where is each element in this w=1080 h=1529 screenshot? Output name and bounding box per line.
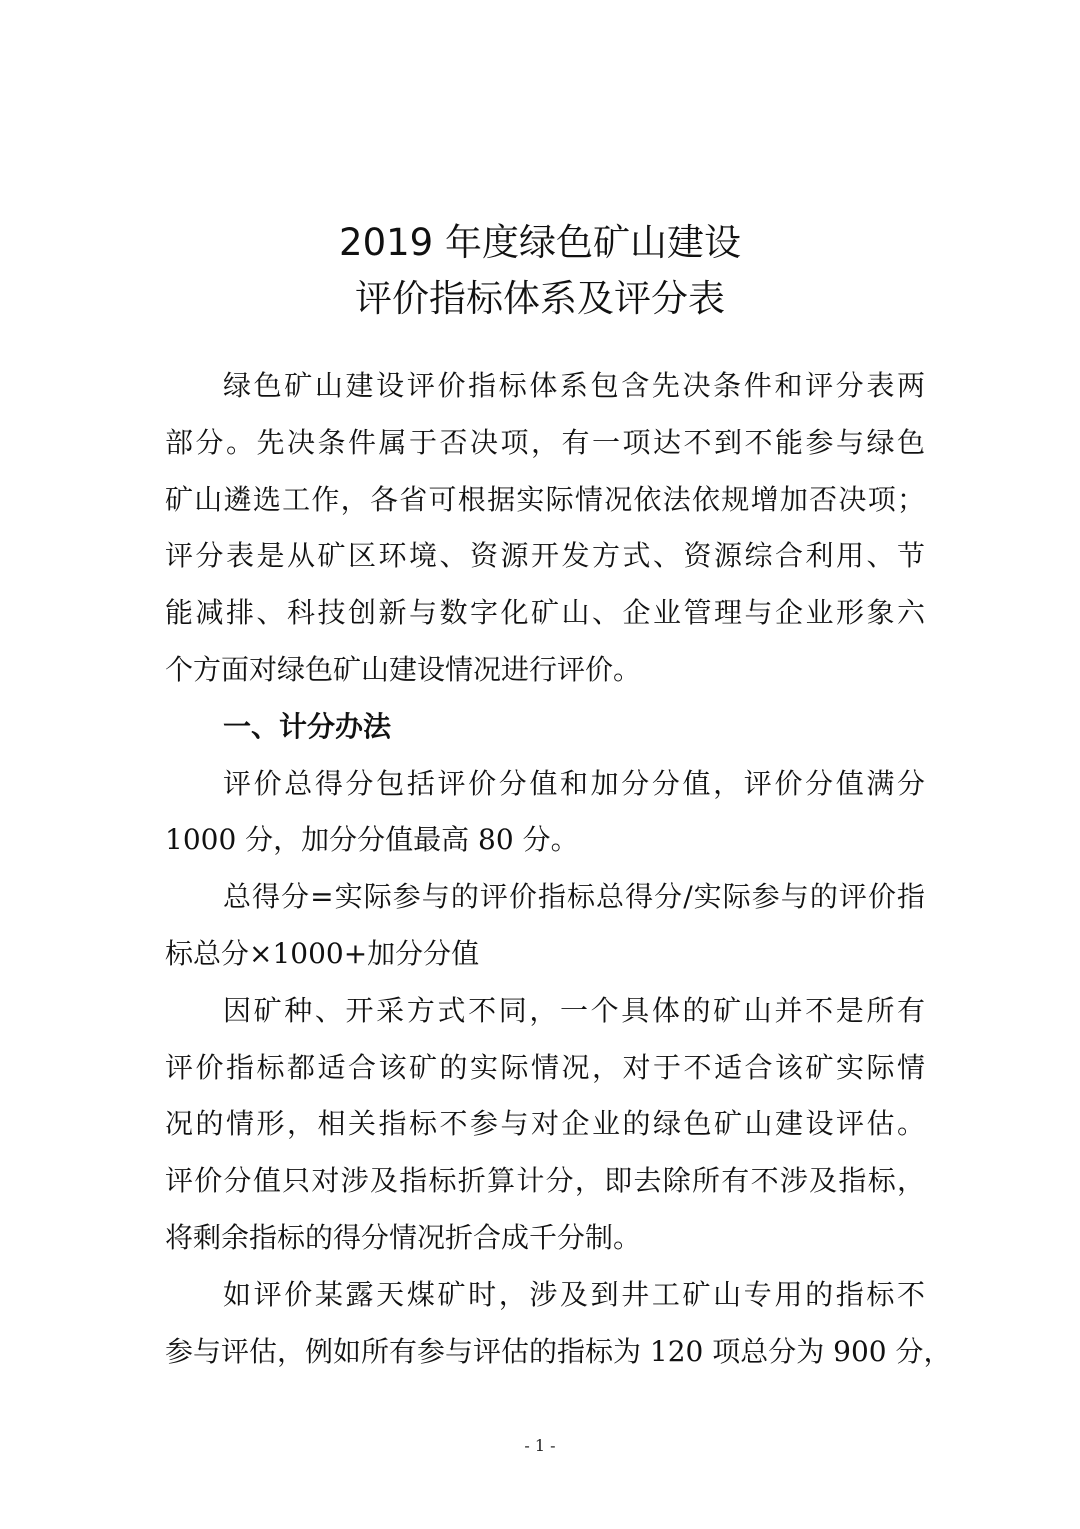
title-line-1: 2019 年度绿色矿山建设 xyxy=(339,221,741,264)
title-line-2: 评价指标体系及评分表 xyxy=(355,277,725,320)
paragraph-line: 如评价某露天煤矿时，涉及到井工矿山专用的指标不 xyxy=(223,1277,925,1311)
paragraph-line: 评价分值只对涉及指标折算计分，即去除所有不涉及指标， xyxy=(165,1164,925,1198)
paragraph-line: 评价指标都适合该矿的实际情况，对于不适合该矿实际情 xyxy=(165,1050,925,1084)
paragraph-line: 总得分=实际参与的评价指标总得分/实际参与的评价指 xyxy=(223,880,925,914)
paragraph-line: 评分表是从矿区环境、资源开发方式、资源综合利用、节 xyxy=(165,539,925,573)
document-body xyxy=(165,358,952,1380)
paragraph-line: 1000 分，加分分值最高 80 分。 xyxy=(165,823,579,857)
paragraph-line: 因矿种、开采方式不同，一个具体的矿山并不是所有 xyxy=(223,993,925,1027)
paragraph-line: 个方面对绿色矿山建设情况进行评价。 xyxy=(165,652,642,686)
section-heading: 一、计分办法 xyxy=(223,709,392,743)
paragraph-line: 将剩余指标的得分情况折合成千分制。 xyxy=(165,1220,642,1254)
paragraph-line: 况的情形，相关指标不参与对企业的绿色矿山建设评估。 xyxy=(165,1107,925,1141)
paragraph-line: 矿山遴选工作，各省可根据实际情况依法依规增加否决项； xyxy=(165,482,925,516)
paragraph-line: 绿色矿山建设评价指标体系包含先决条件和评分表两 xyxy=(223,369,925,402)
paragraph-line: 评价总得分包括评价分值和加分分值，评价分值满分 xyxy=(223,766,925,800)
paragraph-line: 能减排、科技创新与数字化矿山、企业管理与企业形象六 xyxy=(165,596,925,630)
document-title xyxy=(0,218,1080,324)
paragraph-line: 标总分×1000+加分分值 xyxy=(165,936,480,970)
page-number: - 1 - xyxy=(524,1436,556,1455)
paragraph-line: 参与评估，例如所有参与评估的指标为 120 项总分为 900 分， xyxy=(165,1334,952,1368)
paragraph-line: 部分。先决条件属于否决项，有一项达不到不能参与绿色 xyxy=(165,425,925,459)
